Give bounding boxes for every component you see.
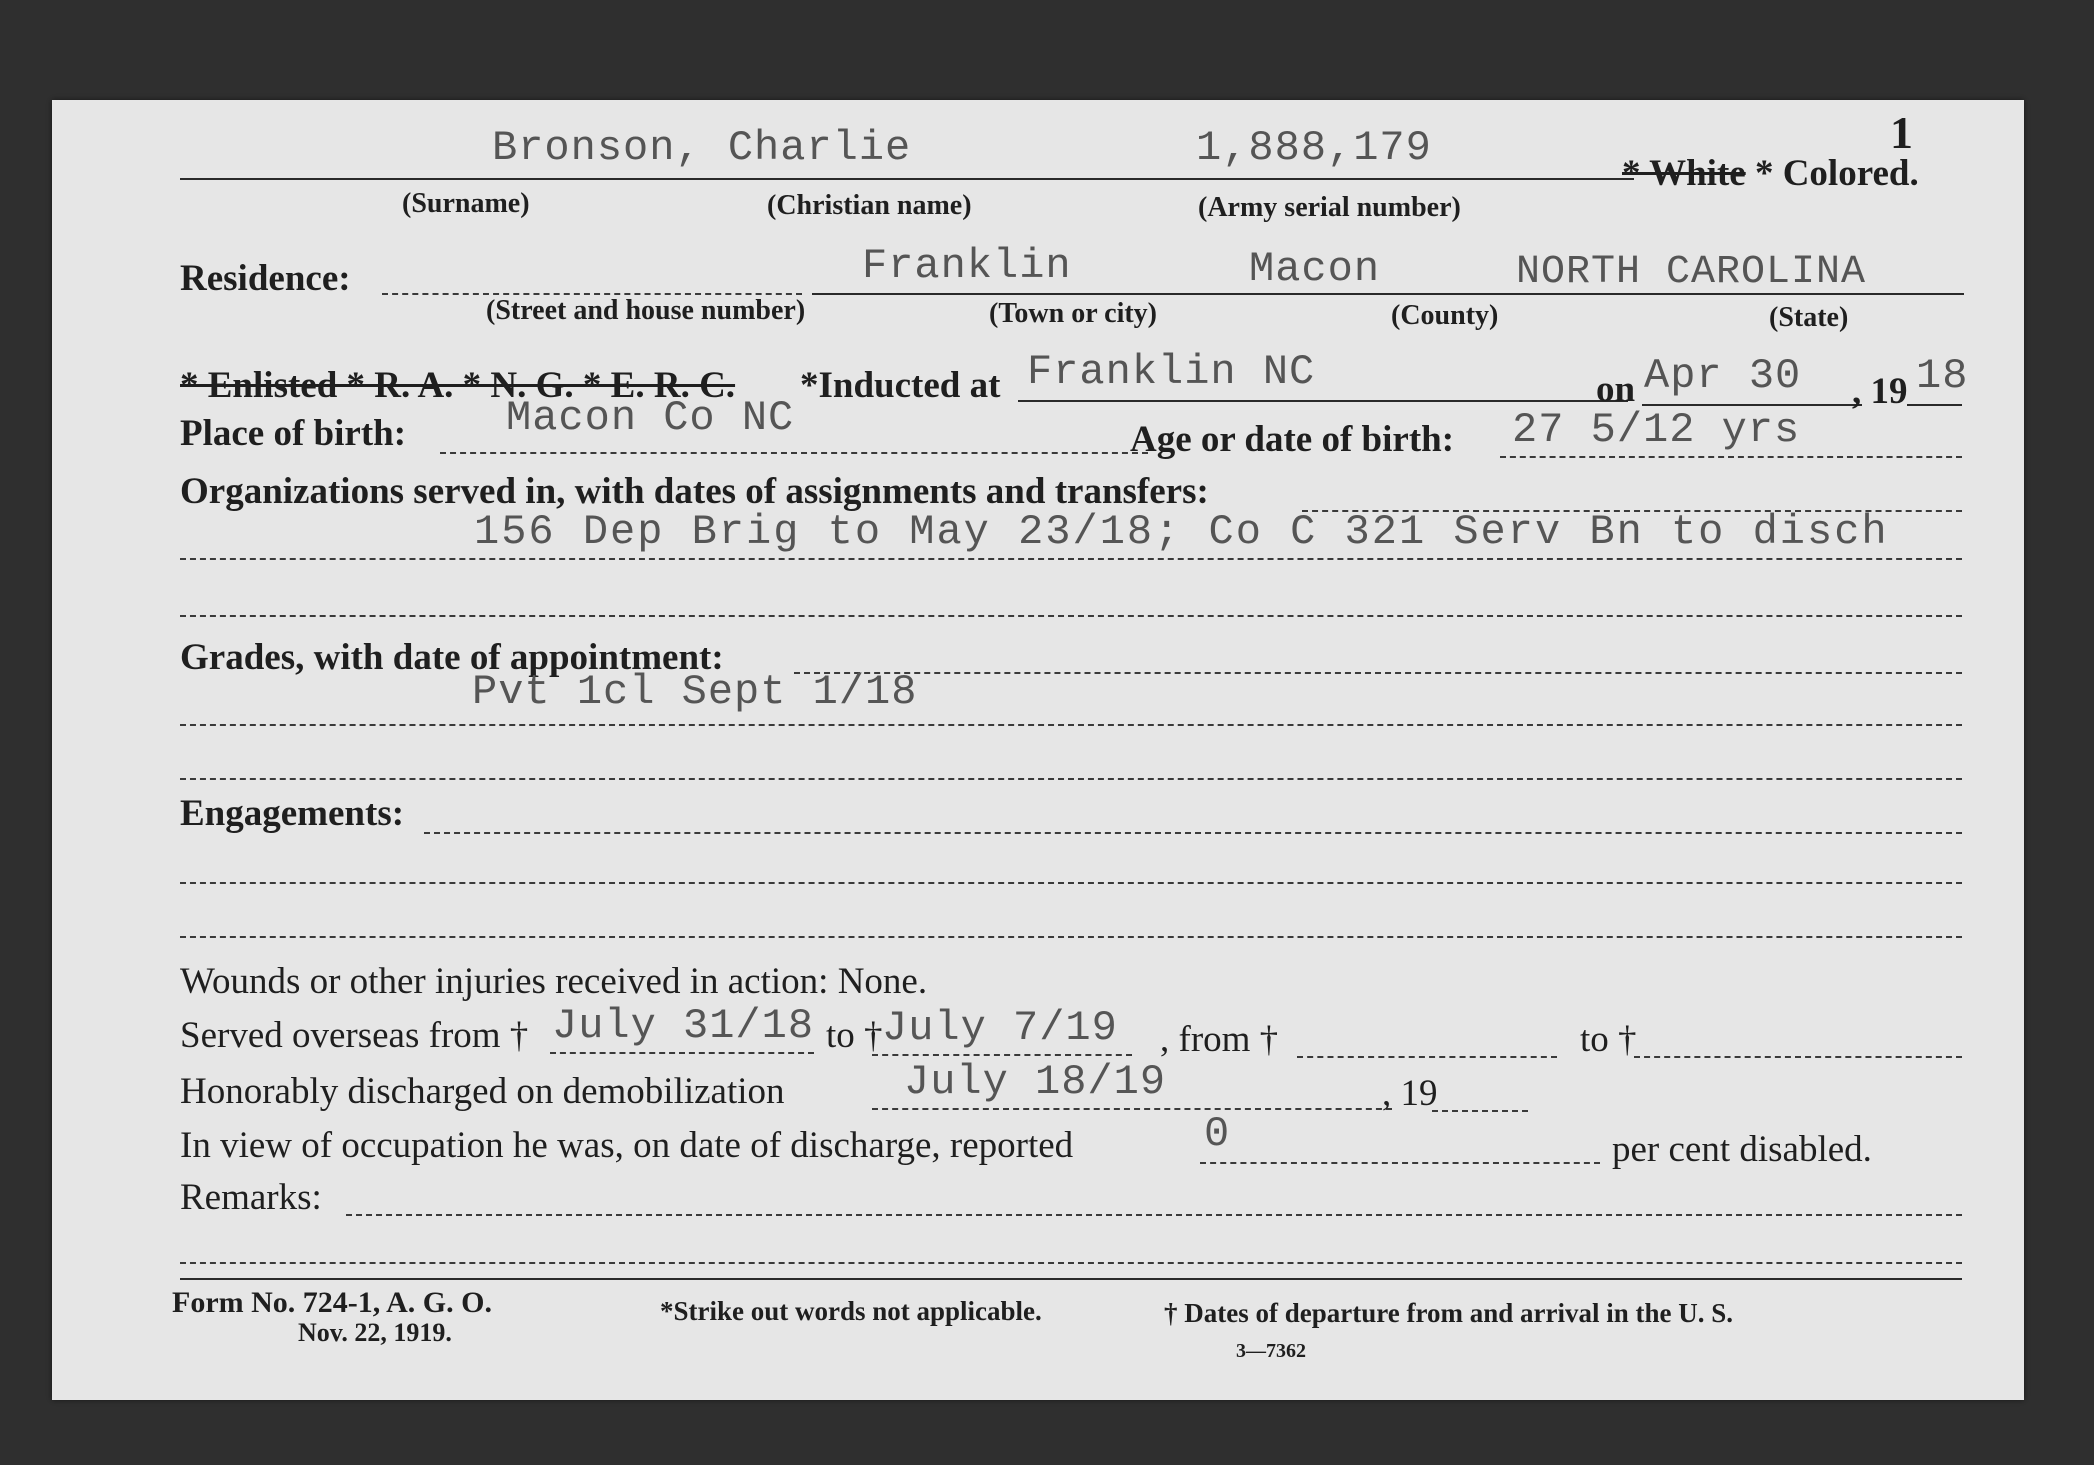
inducted-line <box>1018 400 1628 402</box>
race-white-struck: * White <box>1622 153 1746 194</box>
organizations-line-2 <box>180 615 1962 617</box>
overseas-to2-line <box>1634 1056 1962 1058</box>
overseas-to-label: to † <box>826 1015 883 1056</box>
grades-line-0 <box>794 672 1962 674</box>
town-value: Franklin <box>862 242 1072 290</box>
residence-label: Residence: <box>180 258 351 299</box>
engagements-label: Engagements: <box>180 793 405 834</box>
overseas-from2-line <box>1297 1056 1557 1058</box>
grades-value: Pvt 1cl Sept 1/18 <box>472 668 918 716</box>
organizations-line-1 <box>180 558 1962 560</box>
remarks-label: Remarks: <box>180 1177 322 1218</box>
grades-line-2 <box>180 778 1962 780</box>
induction-date-value: Apr 30 <box>1644 352 1802 400</box>
induction-year-value: 18 <box>1916 352 1969 400</box>
christian-name-caption: (Christian name) <box>767 190 972 221</box>
year-line <box>1907 404 1962 406</box>
place-of-birth-label: Place of birth: <box>180 413 407 454</box>
surname-caption: (Surname) <box>402 188 530 219</box>
county-caption: (County) <box>1391 300 1499 331</box>
remarks-line-0 <box>346 1214 1962 1216</box>
strike-note: *Strike out words not applicable. <box>660 1296 1042 1326</box>
age-line <box>1500 456 1962 458</box>
disability-suffix: per cent disabled. <box>1612 1129 1872 1170</box>
discharge-year-prefix: , 19 <box>1382 1073 1438 1114</box>
enlistment-options: * Enlisted * R. A. * N. G. * E. R. C. <box>180 365 736 406</box>
engagements-line-1 <box>180 882 1962 884</box>
disability-line <box>1200 1162 1600 1164</box>
serial-number-caption: (Army serial number) <box>1198 192 1461 223</box>
town-caption: (Town or city) <box>989 298 1157 329</box>
remarks-line-1 <box>180 1262 1962 1264</box>
street-caption: (Street and house number) <box>486 295 806 326</box>
year-prefix: , 19 <box>1852 371 1908 412</box>
served-overseas-label: Served overseas from † <box>180 1015 529 1056</box>
disability-label: In view of occupation he was, on date of discharge, reported <box>180 1125 1074 1166</box>
print-code: 3—7362 <box>1236 1340 1306 1362</box>
overseas-from-value: July 31/18 <box>552 1002 815 1050</box>
dates-note: † Dates of departure from and arrival in the U. S. <box>1164 1298 1733 1328</box>
discharge-line <box>872 1108 1392 1110</box>
place-of-birth-value: Macon Co NC <box>506 394 795 442</box>
organizations-value: 156 Dep Brig to May 23/18; Co C 321 Serv Bn to disch <box>474 508 1889 556</box>
state-caption: (State) <box>1769 302 1849 333</box>
name-serial-line <box>180 178 1634 180</box>
engagements-line-2 <box>180 936 1962 938</box>
engagements-line-0 <box>424 832 1962 834</box>
discharge-label: Honorably discharged on demobilization <box>180 1071 785 1112</box>
surname-value: Bronson, Charlie <box>492 124 912 172</box>
age-label: Age or date of birth: <box>1130 419 1455 460</box>
organizations-label: Organizations served in, with dates of assignments and transfers: <box>180 471 1209 512</box>
state-value: NORTH CAROLINA <box>1516 250 1867 295</box>
wounds-label: Wounds or other injuries received in action: None. <box>180 961 928 1002</box>
form-date: Nov. 22, 1919. <box>298 1318 452 1347</box>
on-label: on <box>1596 369 1636 410</box>
footer-rule <box>180 1278 1962 1280</box>
county-value: Macon <box>1249 245 1381 293</box>
discharge-year-line <box>1432 1110 1528 1112</box>
overseas-to-line <box>872 1054 1132 1056</box>
overseas-to2-label: to † <box>1580 1019 1637 1060</box>
overseas-from2-label: , from † <box>1160 1019 1279 1060</box>
overseas-from-line <box>550 1052 814 1054</box>
grades-line-1 <box>180 724 1962 726</box>
inducted-label: *Inducted at <box>800 365 1001 406</box>
card-number: 1 <box>1890 107 1913 158</box>
serial-number-value: 1,888,179 <box>1196 124 1432 172</box>
grades-label: Grades, with date of appointment: <box>180 637 724 678</box>
age-value: 27 5/12 yrs <box>1512 406 1801 454</box>
place-of-birth-line <box>440 452 1148 454</box>
disability-value: 0 <box>1204 1110 1231 1158</box>
service-record-card <box>52 100 2024 1400</box>
overseas-to-value: July 7/19 <box>882 1004 1118 1052</box>
discharge-date-value: July 18/19 <box>904 1058 1167 1106</box>
race-colored: * Colored. <box>1754 153 1919 194</box>
inducted-at-value: Franklin NC <box>1027 348 1316 396</box>
form-number: Form No. 724-1, A. G. O. <box>172 1286 492 1319</box>
